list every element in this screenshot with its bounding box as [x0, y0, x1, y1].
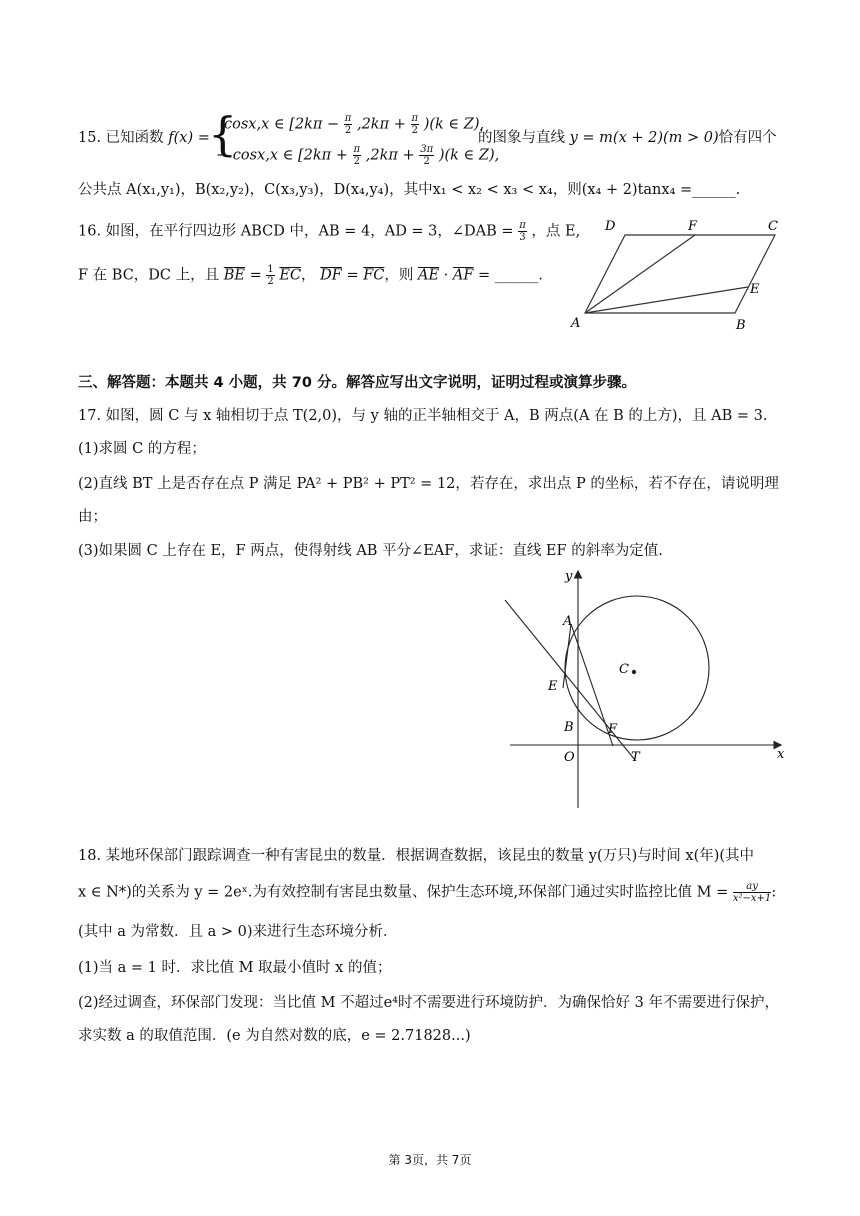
line-af: [571, 624, 613, 746]
parallelogram-figure: [560, 210, 790, 340]
q16-line1: 16. 如图，在平行四边形 ABCD 中，AB = 4，AD = 3，∠DAB =: [78, 223, 514, 240]
center-dot: [632, 670, 636, 674]
label-o: O: [564, 750, 575, 765]
label-c: C: [619, 662, 629, 677]
line-ae: [563, 624, 571, 688]
q17-part2: (2)直线 BT 上是否存在点 P 满足 PA² + PB² + PT² = 12，若存在，求出点 P 的坐标，若不存在，请说明理: [78, 476, 779, 492]
q17-part2-cont: 由；: [78, 509, 107, 525]
q15-case1: cosx,x ∈ [2kπ − $\frac{\pi}{2}$ ,2kπ + $\frac{\pi}{2}$ )(k ∈ Z),: [224, 113, 485, 136]
q18-part1: (1)当 a = 1 时．求比值 M 取最小值时 x 的值；: [78, 960, 392, 976]
q18-line3: (其中 a 为常数．且 a > 0)来进行生态环境分析．: [78, 924, 398, 940]
label-f: F: [688, 219, 698, 234]
q18-line2: x ∈ N*)的关系为 y = 2eˣ.为有效控制有害昆虫数量、保护生态环境,环保部门通过实时监控比值 M = $\frac{ay}{\text{x²−x+1}}$ :: [78, 881, 777, 904]
parallelogram-abcd: [585, 235, 775, 313]
label-a: A: [571, 316, 581, 331]
section-3-heading: 三、解答题：本题共 4 小题，共 70 分。解答应写出文字说明，证明过程或演算步骤。: [78, 375, 636, 391]
q15-case2: − cosx,x ∈ [2kπ + $\frac{\pi}{2}$ ,2kπ + $\frac{3\pi}{2}$ )(k ∈ Z),: [216, 144, 500, 167]
q18-part2: (2)经过调查，环保部门发现：当比值 M 不超过e⁴时不需要进行环境防护．为确保恰好 3 年不需要进行保护，: [78, 995, 779, 1011]
label-b: B: [564, 720, 574, 735]
q17-part3: (3)如果圆 C 上存在 E，F 两点，使得射线 AB 平分∠EAF，求证：直线 EF 的斜率为定值.: [78, 543, 663, 559]
q15-fx: f(x) =: [168, 130, 210, 146]
label-d: D: [605, 219, 616, 234]
label-e: E: [750, 282, 760, 297]
label-a: A: [563, 614, 573, 629]
q18-line1: 18. 某地环保部门跟踪调查一种有害昆虫的数量．根据调查数据，该昆虫的数量 y(万只)与时间 x(年)(其中: [78, 848, 755, 864]
page-footer: 第 3页，共 7页: [388, 1153, 472, 1167]
segment-af: [585, 235, 695, 313]
q17-line1: 17. 如图，圆 C 与 x 轴相切于点 T(2,0)，与 y 轴的正半轴相交于 A，B 两点(A 在 B 的上方)，且 AB = 3.: [78, 408, 768, 424]
q15-brace: {: [208, 107, 238, 161]
label-y: y: [565, 569, 573, 584]
q15-line2: 公共点 A(x₁,y₁)，B(x₂,y₂)，C(x₃,y₃)，D(x₄,y₄)，其中x₁ < x₂ < x₃ < x₄，则(x₄ + 2)tanx₄ =______.: [78, 182, 741, 198]
label-c: C: [768, 219, 778, 234]
label-e: E: [548, 679, 558, 694]
circle-figure: [495, 560, 795, 815]
label-x: x: [777, 747, 785, 762]
label-b: B: [736, 318, 746, 333]
q15-tail: 的图象与直线: [478, 130, 565, 146]
q15-number: 15.: [78, 130, 102, 146]
q15-intro: 已知函数: [105, 130, 164, 146]
label-f: F: [608, 722, 618, 737]
segment-ae: [585, 287, 748, 313]
q18-part2-cont: 求实数 a 的取值范围．(e 为自然对数的底，e = 2.71828...): [78, 1028, 471, 1044]
q16-line2: F 在 BC，DC 上，且 $\overline{BE}$ = $\frac{1}{2}$ $\overline{EC}$， $\overline{DF} = \overline{FC}$，则 $\overline{AE} \cdot \overline{AF}$ = ______.: [78, 264, 543, 287]
q17-part1: (1)求圆 C 的方程；: [78, 441, 206, 457]
q15-line-eq: y = m(x + 2)(m > 0): [569, 130, 719, 146]
label-t: T: [631, 750, 640, 765]
